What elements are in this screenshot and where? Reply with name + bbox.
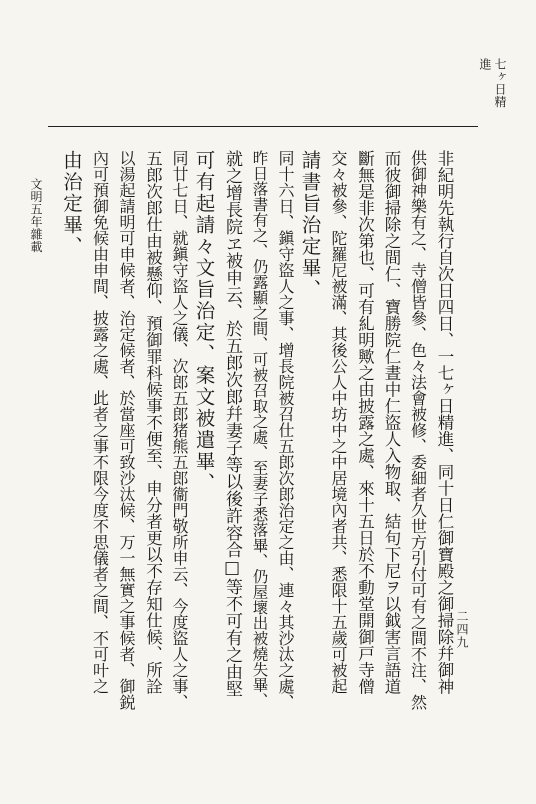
text-column: 可有起請々文旨治定、案文被遣畢、 [192,150,216,494]
header-line-1: 七ヶ日精 [493,58,507,108]
running-header-continued [479,58,491,118]
text-column: 昨日落書有之、仍露顯之間、可被召取之處、至妻子悉落畢、仍屋壞出被燒失畢、 [250,150,269,708]
text-column: 斷無是非次第也、可有糺明歟之由披露之處、來十五日於不動堂開御戸寺僧 [355,150,375,695]
text-column: 請書旨治定畢、 [298,150,322,301]
text-column: 由治定畢、 [60,150,83,258]
text-column: 非紀明先執行自次日四日、一七ヶ日精進、同十日仁御寶殿之御掃除幷御神 [435,150,454,695]
text-column: 就之增長院ヱ被申云、於五郎次郎幷妻子等以後許容合□等不可有之由堅 [222,150,242,697]
text-column: 五郎次郎仕由被懸仰、預御罪科候事不便至、申分者更以不存知仕候、所詮 [143,150,163,695]
text-column: 內可預御免候由申間、披露之處、此者之事不限今度不思儀者之間、不可叶之 [90,150,110,694]
text-column: 供御神樂有之、寺僧皆參、色々法會被修、委細者久世方引付可有之間不注、然 [408,150,428,710]
text-column: 同廿七日、就鎭守盜人之儀、次郎五郎猪熊五郎衞門敬所申云、今度盜人之事、 [170,150,189,710]
text-column: 而彼御掃除之間仁、寶勝院仁晝中仁盜人入物取、結句下尼ヲ以鉞害言語道 [382,150,401,695]
text-column: 同十六日、鎭守盜人之事、增長院被召仕五郎次郎治定之由、連々其沙汰之處、 [276,150,295,710]
running-header [494,58,506,118]
header-rule [48,126,478,127]
text-column: 以湯起請明可申候者、治定候者、於當座可致沙汰候、万一無實之事候者、御鋭 [117,150,136,710]
text-column: 交々被參、陀羅尼被滿、其後公人中坊中之中居境內者共、悉限十五歲可被起 [329,150,348,694]
book-title-footer: 文明五年雜載 [29,178,43,253]
page-number: 二四九 [455,610,469,649]
header-line-2: 進 [478,58,492,71]
